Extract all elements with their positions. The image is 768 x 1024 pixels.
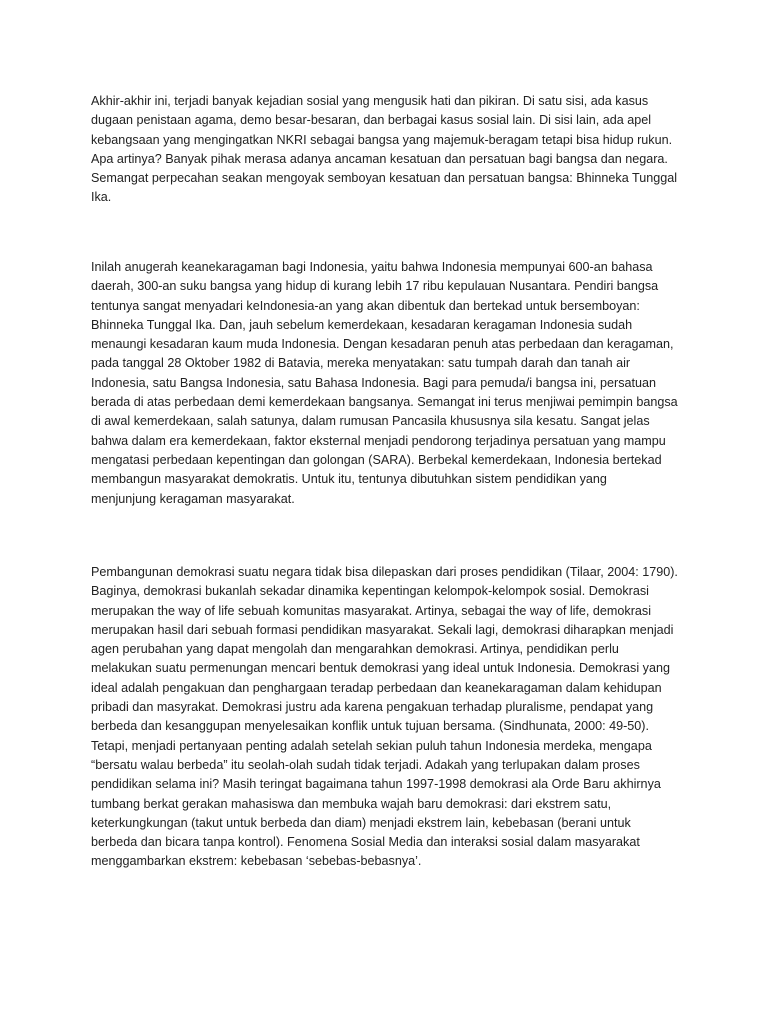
text-line: Baginya, demokrasi bukanlah sekadar dinamika kepentingan kelompok-kelompok sosial. Demokrasi bbox=[91, 584, 649, 599]
text-line: mengatasi perbedaan kepentingan dan golongan (SARA). Berbekal kemerdekaan, Indonesia bertekad bbox=[91, 452, 662, 467]
text-line: pribadi dan masyrakat. Demokrasi justru ada karena pengakuan terhadap pluralisme, pendapat yang bbox=[91, 700, 654, 715]
text-line: Tetapi, menjadi pertanyaan penting adalah setelah sekian puluh tahun Indonesia merdeka, mengapa bbox=[91, 738, 652, 753]
text-line: membangun masyarakat demokratis. Untuk itu, tentunya dibutuhkan sistem pendidikan yang bbox=[91, 472, 607, 487]
text-line: ideal adalah pengakuan dan penghargaan teradap perbedaan dan keanekaragaman dalam kehidupan bbox=[91, 680, 662, 695]
paragraph-2 bbox=[91, 258, 683, 509]
text-line: daerah, 300-an suku bangsa yang hidup di kurang lebih 17 ribu kepulauan Nusantara. Pendiri bangsa bbox=[91, 279, 659, 294]
text-line: Indonesia, satu Bangsa Indonesia, satu Bahasa Indonesia. Bagi para pemuda/i bangsa ini, persatuan bbox=[91, 375, 657, 390]
text-line: Bhinneka Tunggal Ika. Dan, jauh sebelum kemerdekaan, kesadaran keragaman Indonesia sudah bbox=[91, 317, 633, 332]
text-line: menaungi kesadaran kaum muda Indonesia. Dengan kesadaran penuh atas perbedaan dan keragaman, bbox=[91, 337, 674, 352]
text-line: pada tanggal 28 Oktober 1982 di Batavia, mereka menyatakan: satu tumpah darah dan tanah air bbox=[91, 356, 631, 371]
text-line: menjunjung keragaman masyarakat. bbox=[91, 491, 295, 506]
text-line: dugaan penistaan agama, demo besar-besaran, dan berbagai kasus sosial lain. Di sisi lain, ada apel bbox=[91, 113, 652, 128]
text-line: tentunya sangat menyadari keIndonesia-an yang akan dibentuk dan bertekad untuk bersemboyan: bbox=[91, 298, 640, 313]
text-line: keterkungkungan (takut untuk berbeda dan diam) menjadi ekstrem lain, kebebasan (berani untuk bbox=[91, 815, 631, 830]
text-line: Akhir-akhir ini, terjadi banyak kejadian sosial yang mengusik hati dan pikiran. Di satu sisi, ada kasus bbox=[91, 94, 649, 108]
text-line: “bersatu walau berbeda” itu seolah-olah sudah tidak terjadi. Adakah yang terlupakan dalam proses bbox=[91, 757, 640, 772]
text-line: kebangsaan yang mengingatkan NKRI sebagai bangsa yang majemuk-beragam tetapi bisa hidup rukun. bbox=[91, 132, 673, 147]
text-line: berada di atas perbedaan demi kemerdekaan bangsanya. Semangat ini terus menjiwai pemimpin bangsa bbox=[91, 395, 678, 410]
text-line: Inilah anugerah keanekaragaman bagi Indonesia, yaitu bahwa Indonesia mempunyai 600-an bahasa bbox=[91, 260, 653, 274]
text-line: Pembangunan demokrasi suatu negara tidak bisa dilepaskan dari proses pendidikan (Tilaar, 2004: 1790). bbox=[91, 565, 678, 579]
text-line: agen perubahan yang dapat mengolah dan mengarahkan demokrasi. Artinya, pendidikan perlu bbox=[91, 642, 619, 657]
paragraph-1 bbox=[91, 92, 683, 208]
text-line: pendidikan selama ini? Masih teringat bagaimana tahun 1997-1998 demokrasi ala Orde Baru akhirnya bbox=[91, 777, 661, 792]
paragraph-3 bbox=[91, 563, 683, 872]
text-line: bahwa dalam era kemerdekaan, faktor eksternal menjadi pendorong terjadinya persatuan yang mampu bbox=[91, 433, 666, 448]
text-line: tumbang berkat gerakan mahasiswa dan membuka wajah baru demokrasi: dari ekstrem satu, bbox=[91, 796, 612, 811]
text-line: di awal kemerdekaan, salah satunya, dalam rumusan Pancasila khususnya sila kesatu. Sangat jelas bbox=[91, 414, 650, 429]
text-line: Ika. bbox=[91, 190, 112, 205]
text-line: Semangat perpecahan seakan mengoyak semboyan kesatuan dan persatuan bangsa: Bhinneka Tunggal bbox=[91, 171, 678, 186]
text-line: merupakan the way of life sebuah komunitas masyarakat. Artinya, sebagai the way of life, demokrasi bbox=[91, 603, 652, 618]
text-line: berbeda dan bicara tanpa kontrol). Fenomena Sosial Media dan interaksi sosial dalam masyarakat bbox=[91, 835, 640, 850]
text-line: merupakan hasil dari sebuah formasi pendidikan masyarakat. Sekali lagi, demokrasi diharapkan menjadi bbox=[91, 622, 674, 637]
text-line: menggambarkan ekstrem: kebebasan ‘sebebas-bebasnya’. bbox=[91, 854, 422, 869]
text-line: berbeda dan kesanggupan menyelesaikan konflik untuk tujuan bersama. (Sindhunata, 2000: 49-50). bbox=[91, 719, 650, 734]
text-line: melakukan suatu permenungan mencari bentuk demokrasi yang ideal untuk Indonesia. Demokrasi yang bbox=[91, 661, 670, 676]
text-line: Apa artinya? Banyak pihak merasa adanya ancaman kesatuan dan persatuan bagi bangsa dan negara. bbox=[91, 151, 668, 166]
